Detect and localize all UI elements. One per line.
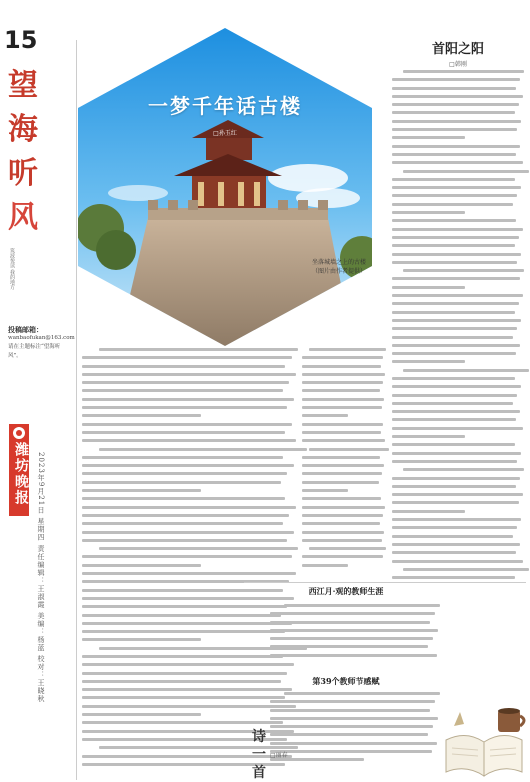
text-line bbox=[270, 621, 430, 624]
text-line bbox=[82, 389, 283, 392]
text-line bbox=[270, 725, 433, 728]
text-line bbox=[392, 111, 515, 114]
text-line bbox=[392, 178, 515, 181]
text-line bbox=[82, 531, 294, 534]
text-line bbox=[403, 468, 524, 471]
section-title-char: 听 bbox=[8, 156, 40, 191]
text-line bbox=[99, 746, 298, 749]
text-line bbox=[392, 360, 465, 363]
text-line bbox=[392, 460, 517, 463]
text-line bbox=[270, 750, 432, 753]
text-line bbox=[82, 365, 285, 368]
text-line bbox=[403, 70, 524, 73]
text-line bbox=[392, 543, 520, 546]
poem-title-2: 第39个教师节感赋 bbox=[312, 676, 380, 686]
hero-author: □孙玉红 bbox=[213, 130, 237, 137]
text-line bbox=[392, 219, 516, 222]
text-line bbox=[392, 136, 465, 139]
text-line bbox=[82, 564, 201, 567]
text-line bbox=[392, 87, 516, 90]
text-line bbox=[82, 398, 294, 401]
text-line bbox=[392, 95, 523, 98]
contact-note: 请在主题标注“望海听风”。 bbox=[8, 344, 61, 359]
text-line bbox=[392, 302, 519, 305]
hero-graphic bbox=[78, 28, 372, 346]
text-line bbox=[99, 448, 306, 451]
text-line bbox=[82, 456, 283, 459]
text-line bbox=[82, 481, 281, 484]
text-line bbox=[82, 439, 296, 442]
section-title bbox=[8, 64, 48, 240]
logo-text: 潍坊晚报 bbox=[13, 442, 29, 506]
text-line bbox=[403, 369, 530, 372]
divider bbox=[76, 40, 77, 780]
text-line bbox=[82, 356, 292, 359]
text-line bbox=[392, 311, 515, 314]
text-line bbox=[392, 385, 521, 388]
text-line bbox=[82, 514, 289, 517]
text-line bbox=[392, 228, 523, 231]
text-line bbox=[284, 604, 440, 607]
text-line bbox=[392, 501, 519, 504]
section-title-char: 海 bbox=[8, 112, 40, 147]
text-line bbox=[392, 518, 521, 521]
text-line bbox=[403, 269, 524, 272]
text-line bbox=[392, 410, 520, 413]
main-article-body-left bbox=[82, 348, 298, 778]
text-line bbox=[392, 452, 521, 455]
section-tagline: 筑波悦读 我的地方 bbox=[9, 248, 15, 290]
text-line bbox=[82, 431, 285, 434]
text-line bbox=[302, 398, 384, 401]
open-book-icon bbox=[440, 700, 530, 782]
text-line bbox=[392, 203, 513, 206]
text-line bbox=[270, 717, 438, 720]
text-line bbox=[82, 381, 289, 384]
text-line bbox=[392, 327, 517, 330]
text-line bbox=[270, 654, 437, 657]
right-article-author: □韩刚 bbox=[449, 61, 467, 68]
text-line bbox=[82, 406, 287, 409]
text-line bbox=[270, 612, 435, 615]
text-line bbox=[82, 373, 296, 376]
text-line bbox=[82, 414, 201, 417]
text-line bbox=[82, 489, 201, 492]
main-article-body-right-lower bbox=[302, 430, 386, 580]
right-article-title: 首阳之阳 bbox=[431, 42, 484, 57]
text-line bbox=[392, 128, 517, 131]
text-line bbox=[82, 464, 294, 467]
text-line bbox=[392, 78, 520, 81]
text-line bbox=[392, 277, 520, 280]
text-line bbox=[392, 427, 523, 430]
text-line bbox=[392, 286, 465, 289]
text-line bbox=[82, 696, 285, 699]
contact-heading: 投稿邮箱： bbox=[8, 325, 43, 334]
text-line bbox=[392, 120, 521, 123]
page-number: 15 bbox=[4, 26, 38, 54]
poem-body-2 bbox=[270, 692, 440, 772]
text-line bbox=[392, 244, 515, 247]
text-line bbox=[392, 236, 519, 239]
newspaper-logo-icon bbox=[13, 427, 25, 439]
divider bbox=[244, 582, 526, 583]
text-line bbox=[82, 423, 292, 426]
text-line bbox=[309, 348, 386, 351]
text-line bbox=[82, 497, 285, 500]
text-line bbox=[392, 576, 515, 579]
text-line bbox=[82, 472, 287, 475]
text-line bbox=[302, 389, 380, 392]
text-line bbox=[302, 381, 383, 384]
text-line bbox=[392, 261, 517, 264]
text-line bbox=[392, 344, 520, 347]
text-line bbox=[392, 493, 523, 496]
section-title-char: 风 bbox=[8, 200, 40, 235]
poem-author: □丽春 bbox=[270, 752, 288, 759]
text-line bbox=[392, 435, 465, 438]
text-line bbox=[82, 721, 283, 724]
text-line bbox=[392, 186, 521, 189]
text-line bbox=[302, 373, 385, 376]
text-line bbox=[82, 713, 201, 716]
text-line bbox=[82, 522, 283, 525]
text-line bbox=[270, 733, 428, 736]
text-line bbox=[392, 394, 517, 397]
text-line bbox=[99, 348, 298, 351]
text-line bbox=[392, 485, 516, 488]
text-line bbox=[392, 336, 513, 339]
hero-hexagon bbox=[78, 28, 372, 346]
poem-body-1 bbox=[270, 604, 440, 668]
editors-line: 2023年9月21日 星期四 责任编辑：王淑霞 美编：杨蓝 校对：王晓秋 bbox=[37, 452, 45, 704]
text-line bbox=[270, 637, 433, 640]
text-line bbox=[392, 161, 523, 164]
text-line bbox=[392, 103, 519, 106]
text-line bbox=[392, 402, 513, 405]
contact-block bbox=[8, 325, 75, 361]
text-line bbox=[392, 377, 515, 380]
text-line bbox=[82, 555, 292, 558]
newspaper-logo bbox=[9, 424, 29, 516]
text-line bbox=[270, 645, 428, 648]
text-line bbox=[302, 365, 381, 368]
text-line bbox=[403, 568, 530, 571]
text-line bbox=[392, 194, 517, 197]
text-line bbox=[82, 638, 201, 641]
contact-email[interactable]: wanbaofukan@163.com bbox=[8, 335, 75, 341]
text-line bbox=[302, 414, 348, 417]
text-line bbox=[302, 423, 383, 426]
text-line bbox=[403, 170, 530, 173]
text-line bbox=[284, 692, 440, 695]
text-line bbox=[82, 705, 296, 708]
left-strip bbox=[0, 0, 76, 782]
text-line bbox=[270, 629, 438, 632]
section-title-char: 望 bbox=[8, 68, 40, 103]
text-line bbox=[270, 700, 435, 703]
text-line bbox=[392, 145, 520, 148]
text-line bbox=[392, 477, 520, 480]
text-line bbox=[392, 153, 516, 156]
text-line bbox=[392, 560, 523, 563]
text-line bbox=[392, 510, 465, 513]
text-line bbox=[82, 506, 296, 509]
text-line bbox=[82, 572, 296, 575]
text-line bbox=[82, 688, 292, 691]
text-line bbox=[392, 443, 515, 446]
text-line bbox=[392, 418, 516, 421]
text-line bbox=[392, 319, 521, 322]
text-line bbox=[302, 356, 383, 359]
hero-title: 一梦千年话古楼 bbox=[148, 94, 302, 118]
text-line bbox=[392, 526, 517, 529]
text-line bbox=[392, 294, 523, 297]
photo-caption: 坐落城墙之上的古楼（图片由作者提供） bbox=[312, 259, 367, 275]
text-line bbox=[302, 406, 382, 409]
text-line bbox=[82, 539, 287, 542]
text-line bbox=[392, 551, 516, 554]
poem-label: 诗一首 bbox=[252, 729, 266, 781]
text-line bbox=[270, 742, 437, 745]
text-line bbox=[392, 535, 513, 538]
text-line bbox=[392, 253, 521, 256]
text-line bbox=[270, 709, 430, 712]
right-column bbox=[392, 38, 524, 68]
text-line bbox=[392, 352, 516, 355]
right-article-body bbox=[392, 70, 524, 586]
poem-title-1: 西江月·观的教师生涯 bbox=[308, 586, 384, 596]
text-line bbox=[392, 211, 465, 214]
text-line bbox=[99, 547, 298, 550]
